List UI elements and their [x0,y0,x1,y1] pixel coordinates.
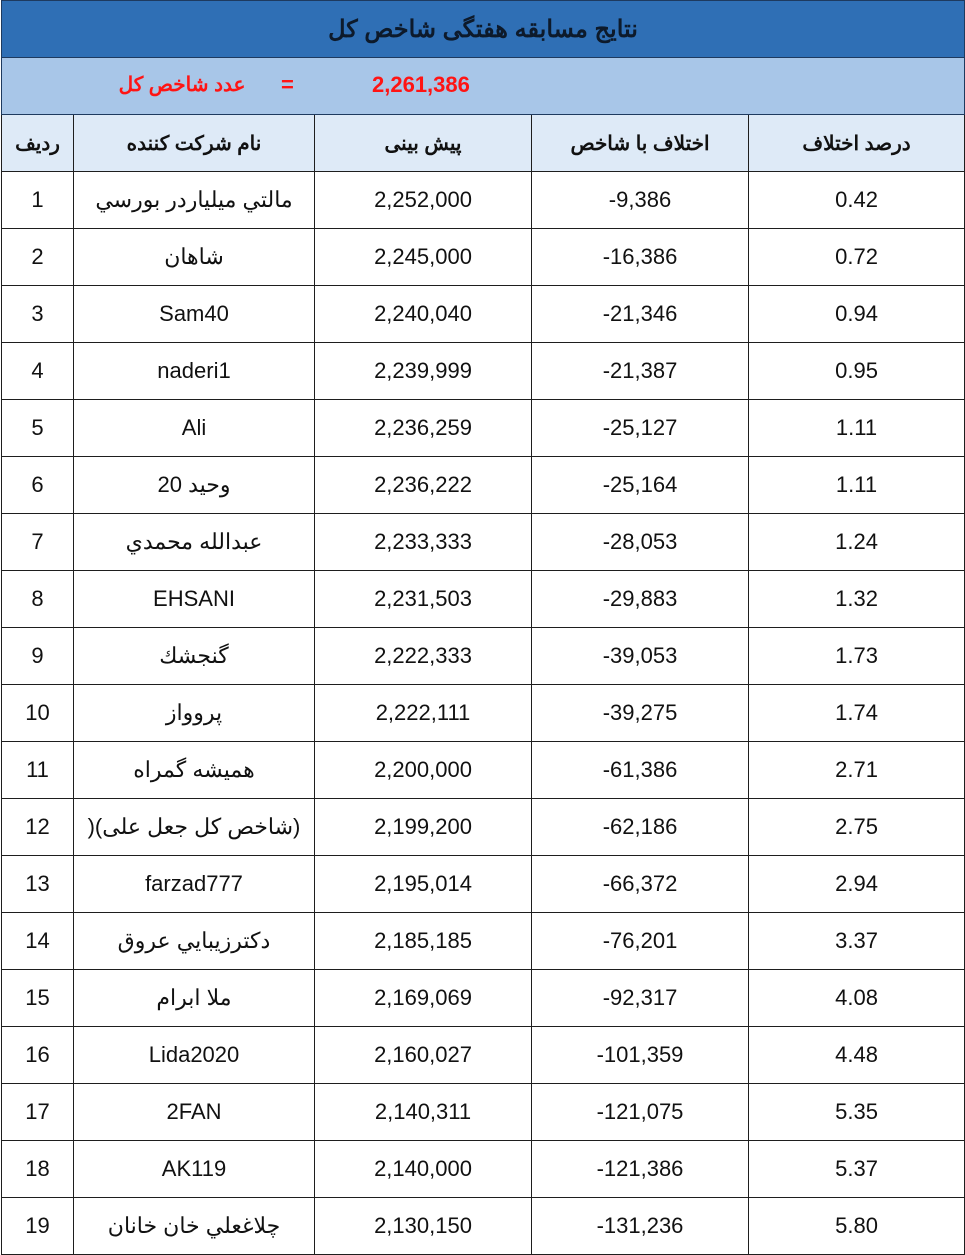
cell-percent: 2.75 [749,799,965,856]
cell-prediction: 2,140,000 [315,1141,532,1198]
table-row [2,742,965,799]
cell-diff: -121,075 [532,1084,749,1141]
cell-diff: -121,386 [532,1141,749,1198]
cell-name: EHSANI [74,571,315,628]
table-row [2,913,965,970]
index-label: عدد شاخص کل [118,74,246,96]
cell-prediction: 2,140,311 [315,1084,532,1141]
table-row [2,1027,965,1084]
cell-rank: 9 [2,628,74,685]
cell-diff: -29,883 [532,571,749,628]
cell-percent: 1.11 [749,400,965,457]
cell-diff: -131,236 [532,1198,749,1255]
cell-diff: -25,164 [532,457,749,514]
cell-name: naderi1 [74,343,315,400]
cell-prediction: 2,160,027 [315,1027,532,1084]
cell-prediction: 2,199,200 [315,799,532,856]
cell-rank: 18 [2,1141,74,1198]
cell-name: عبدالله محمدي [74,514,315,571]
col-header-diff: اختلاف با شاخص [532,115,749,172]
cell-name: وحيد 20 [74,457,315,514]
cell-name: هميشه گمراه [74,742,315,799]
cell-prediction: 2,222,333 [315,628,532,685]
cell-name: گنجشك [74,628,315,685]
cell-prediction: 2,195,014 [315,856,532,913]
cell-name: farzad777 [74,856,315,913]
table-row [2,856,965,913]
sheet-title: نتایج مسابقه هفتگی شاخص کل [2,1,965,58]
results-table [1,0,965,1255]
cell-diff: -101,359 [532,1027,749,1084]
table-row [2,286,965,343]
cell-percent: 0.95 [749,343,965,400]
cell-diff: -21,387 [532,343,749,400]
cell-percent: 5.80 [749,1198,965,1255]
cell-rank: 13 [2,856,74,913]
cell-diff: -62,186 [532,799,749,856]
cell-diff: -21,346 [532,286,749,343]
cell-percent: 0.42 [749,172,965,229]
cell-name: چلاغعلي خان خانان [74,1198,315,1255]
table-row [2,1084,965,1141]
cell-percent: 1.11 [749,457,965,514]
table-row [2,1141,965,1198]
cell-rank: 7 [2,514,74,571]
cell-diff: -16,386 [532,229,749,286]
cell-percent: 1.32 [749,571,965,628]
table-row [2,799,965,856]
cell-percent: 4.48 [749,1027,965,1084]
cell-prediction: 2,252,000 [315,172,532,229]
cell-prediction: 2,236,259 [315,400,532,457]
cell-name: دكترزيبايي عروق [74,913,315,970]
col-header-percent: درصد اختلاف [749,115,965,172]
cell-percent: 5.35 [749,1084,965,1141]
cell-rank: 5 [2,400,74,457]
cell-prediction: 2,236,222 [315,457,532,514]
cell-rank: 10 [2,685,74,742]
cell-prediction: 2,169,069 [315,970,532,1027]
cell-name: Sam40 [74,286,315,343]
cell-percent: 4.08 [749,970,965,1027]
table-row [2,970,965,1027]
table-row [2,571,965,628]
index-equals: = [281,72,294,97]
cell-rank: 8 [2,571,74,628]
table-row [2,1198,965,1255]
cell-prediction: 2,130,150 [315,1198,532,1255]
cell-prediction: 2,240,040 [315,286,532,343]
cell-prediction: 2,233,333 [315,514,532,571]
cell-diff: -92,317 [532,970,749,1027]
cell-diff: -28,053 [532,514,749,571]
cell-percent: 3.37 [749,913,965,970]
cell-rank: 4 [2,343,74,400]
header-row [2,115,965,172]
cell-rank: 11 [2,742,74,799]
cell-name: ملا ابرام [74,970,315,1027]
cell-rank: 2 [2,229,74,286]
cell-diff: -25,127 [532,400,749,457]
cell-diff: -61,386 [532,742,749,799]
cell-name: (شاخص كل جعل على)( [74,799,315,856]
cell-name: Lida2020 [74,1027,315,1084]
col-header-rank: ردیف [2,115,74,172]
index-cell [2,58,965,115]
col-header-prediction: پیش بینی [315,115,532,172]
table-row [2,343,965,400]
table-row [2,628,965,685]
cell-diff: -39,275 [532,685,749,742]
cell-name: Ali [74,400,315,457]
cell-diff: -9,386 [532,172,749,229]
cell-percent: 5.37 [749,1141,965,1198]
cell-rank: 19 [2,1198,74,1255]
cell-prediction: 2,222,111 [315,685,532,742]
cell-prediction: 2,200,000 [315,742,532,799]
cell-name: AK119 [74,1141,315,1198]
cell-percent: 2.94 [749,856,965,913]
cell-rank: 6 [2,457,74,514]
cell-prediction: 2,185,185 [315,913,532,970]
cell-rank: 17 [2,1084,74,1141]
cell-name: پرو‌واز [74,685,315,742]
cell-diff: -76,201 [532,913,749,970]
cell-name: شاهان [74,229,315,286]
cell-prediction: 2,245,000 [315,229,532,286]
table-body [2,172,965,1255]
cell-diff: -39,053 [532,628,749,685]
cell-percent: 2.71 [749,742,965,799]
table-row [2,172,965,229]
cell-percent: 0.72 [749,229,965,286]
cell-rank: 3 [2,286,74,343]
cell-name: مالتي ميلياردر بورسي [74,172,315,229]
cell-rank: 15 [2,970,74,1027]
cell-percent: 1.74 [749,685,965,742]
cell-prediction: 2,239,999 [315,343,532,400]
cell-rank: 12 [2,799,74,856]
title-row [2,1,965,58]
index-row [2,58,965,115]
table-row [2,457,965,514]
cell-diff: -66,372 [532,856,749,913]
table-row [2,229,965,286]
cell-rank: 1 [2,172,74,229]
cell-percent: 1.24 [749,514,965,571]
table-row [2,514,965,571]
cell-rank: 14 [2,913,74,970]
col-header-name: نام شرکت کننده [74,115,315,172]
index-value: 2,261,386 [372,72,470,97]
cell-percent: 0.94 [749,286,965,343]
table-row [2,685,965,742]
cell-prediction: 2,231,503 [315,571,532,628]
table-row [2,400,965,457]
cell-percent: 1.73 [749,628,965,685]
cell-name: 2FAN [74,1084,315,1141]
cell-rank: 16 [2,1027,74,1084]
